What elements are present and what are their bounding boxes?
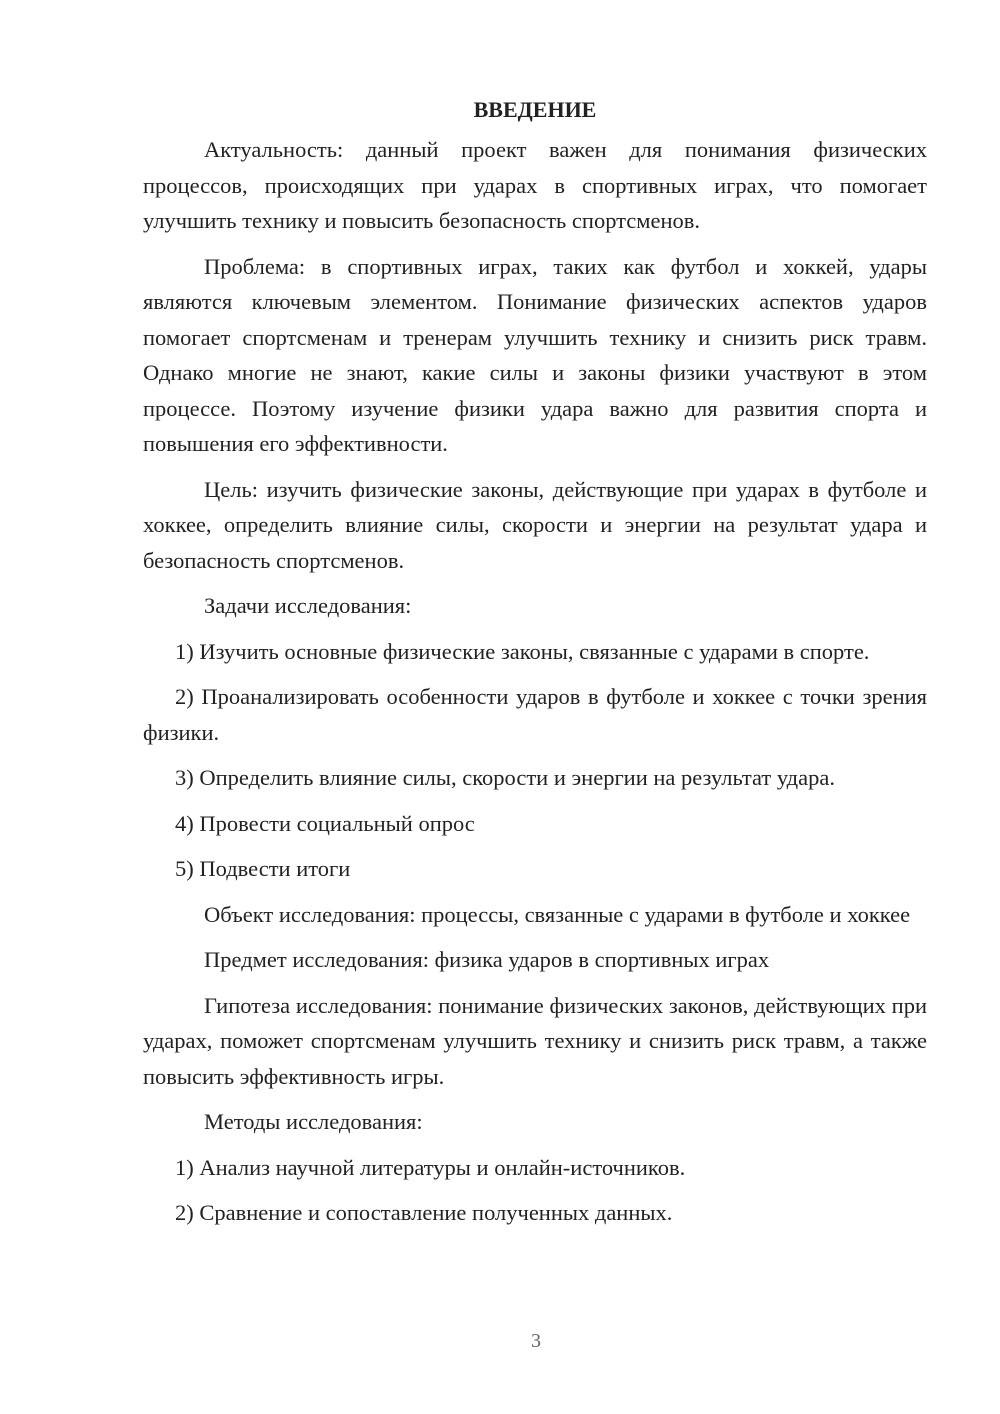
page-title: ВВЕДЕНИЕ <box>473 97 597 122</box>
task-item-5: 5) Подвести итоги <box>175 856 351 881</box>
hypothesis-paragraph: Гипотеза исследования: понимание физических законов, действующих при ударах, поможет спортсменам улучшить технику и снизить риск травм, а также повысить эффективность игры. <box>143 992 927 1089</box>
goal-paragraph: Цель: изучить физические законы, действующие при ударах в футболе и хоккее, определить влияние силы, скорости и энергии на результат удара и безопасность спортсменов. <box>143 476 927 573</box>
methods-heading: Методы исследования: <box>204 1109 423 1134</box>
object-paragraph: Объект исследования: процессы, связанные с ударами в футболе и хоккее <box>204 901 911 927</box>
subject-paragraph: Предмет исследования: физика ударов в спортивных играх <box>204 947 770 972</box>
task-item-1: 1) Изучить основные физические законы, связанные с ударами в спорте. <box>175 638 870 664</box>
relevance-paragraph: Актуальность: данный проект важен для понимания физических процессов, происходящих при ударах в спортивных играх, что помогает улучшить технику и повысить безопасность спортсменов. <box>143 137 927 233</box>
page-content <box>143 96 927 1241</box>
task-item-3: 3) Определить влияние силы, скорости и энергии на результат удара. <box>175 765 835 790</box>
method-item-1: 1) Анализ научной литературы и онлайн-источников. <box>175 1154 686 1180</box>
page-number: 3 <box>531 1330 541 1352</box>
problem-paragraph: Проблема: в спортивных играх, таких как футбол и хоккей, удары являются ключевым элементом. Понимание физических аспектов ударов помогает спортсменам и тренерам улучшить технику и снизить риск травм. Однако многие не знают, какие силы и законы физики участвуют в этом процессе. Поэтому изучение физики удара важно для развития спорта и повышения его эффективности. <box>143 253 927 456</box>
task-item-4: 4) Провести социальный опрос <box>175 810 475 836</box>
task-item-2: 2) Проанализировать особенности ударов в футболе и хоккее с точки зрения физики. <box>143 684 927 745</box>
tasks-heading: Задачи исследования: <box>204 593 412 618</box>
method-item-2: 2) Сравнение и сопоставление полученных данных. <box>175 1200 673 1225</box>
